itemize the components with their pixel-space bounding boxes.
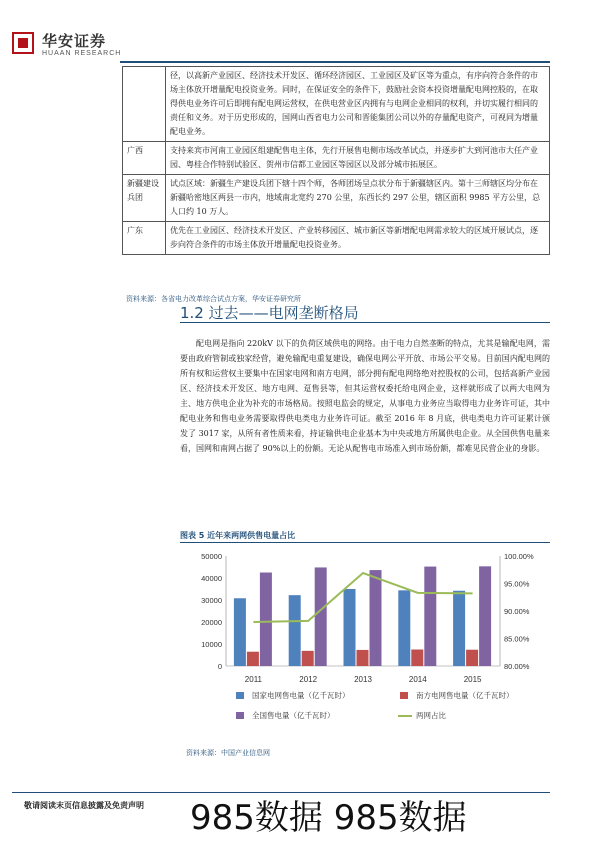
section-divider: [180, 322, 550, 323]
bar-0-2011: [234, 598, 246, 666]
section-title: 1.2 过去——电网垄断格局: [180, 304, 359, 322]
x-tick-label: 2015: [463, 675, 482, 684]
pilot-region-table: [122, 66, 550, 255]
x-tick-label: 2012: [299, 675, 318, 684]
legend-label: 全国售电量（亿千瓦时）: [252, 711, 335, 720]
bar-0-2012: [289, 595, 301, 666]
legend-swatch: [236, 692, 244, 699]
bar-2-2013: [370, 570, 382, 666]
electricity-sales-chart: [180, 546, 550, 736]
bar-2-2015: [479, 566, 491, 666]
region-name: 新疆建设兵团: [123, 175, 166, 222]
region-name: 广东: [123, 222, 166, 255]
x-tick-label: 2011: [244, 675, 263, 684]
brand-subtitle: HUAAN RESEARCH: [42, 50, 122, 57]
right-tick-label: 90.00%: [504, 607, 530, 616]
region-description: 径，以高新产业园区、经济技术开发区、循环经济园区、工业园区及矿区等为重点，有序向符合条件的市场主体放开增量配电投资业务。同时，在保证安全的条件下，鼓励社会资本投资增量配电网控股的，在取得供电业务许可后即拥有配电网运营权，在供电营业区内拥有与电网企业相同的权利，并切实履行相同的责任和义务。对于历史形成的，国网山西省电力公司和晋能集团公司以外的存量配电资产，可视同为增量配电业务。: [166, 67, 550, 142]
legend-label: 南方电网售电量（亿千瓦时）: [416, 691, 514, 700]
right-tick-label: 80.00%: [504, 662, 530, 671]
left-tick-label: 10000: [201, 640, 222, 649]
bar-2-2014: [424, 567, 436, 666]
right-tick-label: 95.00%: [504, 579, 530, 589]
bar-0-2013: [344, 589, 356, 666]
figure-title: 图表 5 近年来两网供售电量占比: [180, 531, 296, 540]
footer-disclaimer[interactable]: 敬请阅读末页信息披露及免责声明: [24, 800, 144, 810]
region-name: [123, 67, 166, 142]
right-tick-label: 100.00%: [504, 552, 534, 561]
header-divider: [120, 61, 550, 63]
table-row: [123, 175, 550, 222]
right-tick-label: 85.00%: [504, 634, 530, 644]
x-tick-label: 2013: [354, 675, 372, 684]
legend-label: 两网占比: [416, 711, 446, 720]
table-row: [123, 222, 550, 255]
region-name: 广西: [123, 142, 166, 175]
bar-0-2014: [398, 590, 410, 666]
bar-1-2013: [357, 650, 369, 666]
legend-swatch: [236, 712, 244, 719]
left-tick-label: 0: [217, 662, 222, 671]
bar-2-2011: [260, 573, 272, 667]
body-paragraph: 配电网是指向 220kV 以下的负荷区域供电的网络。由于电力自然垄断的特点，尤其是输配电网，需要由政府管制或独家经营，避免输配电重复建设，确保电网公平开放、市场公平交易。目前国内配电网的所有权和运营权主要集中在国家电网和南方电网，部分拥有配电网络绝对控股权的公司，包括高新产业园区、经济技术开发区、地方电网、趸售县等，但其运营权委托给电网企业，这样就形成了以两大电网为主、地方供电企业为补充的市场格局。按照电监会的规定，从事电力业务应当取得电力业务许可证，其中配电业务和售电业务需要取得供电类电力业务许可证。截至 2016 年 8 月底，供电类电力许可证累计颁发了 3017 家，从所有者性质来看，持证输供电企业基本为中央或地方所属供电企业。从全国供售电量来看，国网和南网占据了 90%以上的份额。无论从配售电市场准入到市场份额，都难见民营企业的身影。: [180, 339, 550, 453]
left-tick-label: 40000: [201, 574, 222, 583]
legend-swatch: [400, 692, 408, 699]
left-tick-label: 20000: [201, 618, 222, 627]
bar-1-2012: [302, 651, 314, 666]
table-row: [123, 142, 550, 175]
region-description: 试点区域：新疆生产建设兵团下辖十四个师，各师团场呈点状分布于新疆辖区内。第十三师辖区均分布在新疆哈密地区两县一市内，地域南北宽约 270 公里，东西长约 297 公里，辖区面积 9985 平方公里，总人口约 10 万人。: [166, 175, 550, 222]
region-description: 优先在工业园区、经济技术开发区、产业转移园区、城市新区等新增配电网需求较大的区域开展试点，逐步向符合条件的市场主体放开增量配电投资业务。: [166, 222, 550, 255]
logo-icon: [12, 32, 34, 54]
left-tick-label: 30000: [201, 596, 222, 605]
region-description: 支持来宾市河南工业园区组建配售电主体，先行开展售电侧市场改革试点，并逐步扩大到河池市大任产业园、粤桂合作特别试验区、贺州市信都工业园区等园区以及部分城市拓展区。: [166, 142, 550, 175]
table-source: 资料来源：各省电力改革综合试点方案，华安证券研究所: [126, 295, 301, 303]
bar-0-2015: [453, 591, 465, 666]
share-line: [253, 573, 472, 622]
figure-source: 资料来源：中国产业信息网: [186, 749, 270, 757]
bar-1-2015: [466, 650, 478, 666]
figure-divider: [180, 542, 550, 543]
left-tick-label: 50000: [201, 552, 222, 561]
x-tick-label: 2014: [408, 675, 427, 684]
bar-1-2011: [247, 652, 259, 666]
table-row: [123, 67, 550, 142]
bar-1-2014: [411, 650, 423, 667]
watermark: 985数据 985数据: [190, 798, 467, 838]
legend-label: 国家电网售电量（亿千瓦时）: [252, 691, 350, 700]
bar-2-2012: [315, 567, 327, 666]
brand-name: 华安证券: [42, 32, 107, 50]
